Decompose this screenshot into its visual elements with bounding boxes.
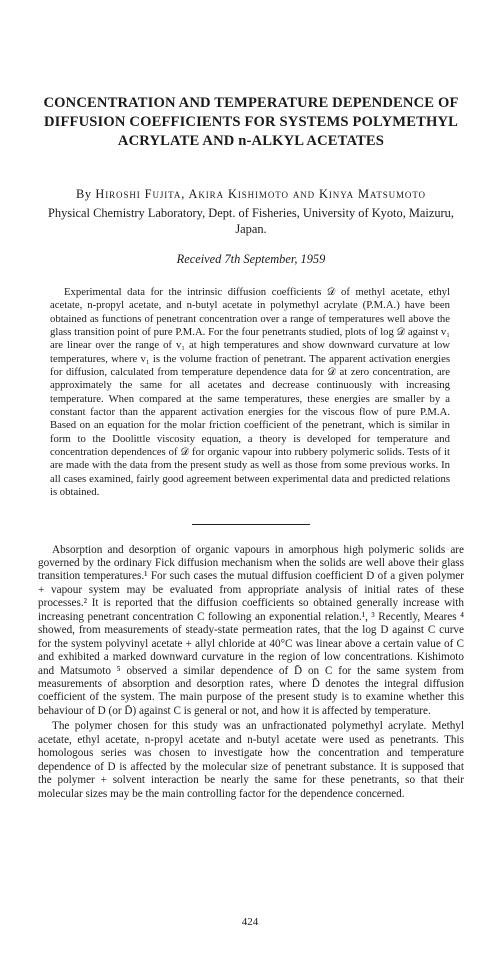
paper-title: CONCENTRATION AND TEMPERATURE DEPENDENCE OF DIFFUSION COEFFICIENTS FOR SYSTEMS POLYMETHYL ACRYLATE AND n-ALKYL ACETATES xyxy=(43,95,459,149)
author-line xyxy=(38,187,464,202)
section-divider xyxy=(192,524,310,525)
abstract: Experimental data for the intrinsic diffusion coefficients 𝒟 of methyl acetate, ethyl acetate, n-propyl acetate, and n-butyl acetate in polymethyl acrylate (P.M.A.) have been obtained as functions of penetrant concentration over a range of temperatures well above the glass transition point of pure P.M.A. For the four penetrants studied, plots of log 𝒟 against v₁ are linear over the range of v₁ at high temperatures and show downward curvature at low temperatures, where v₁ is the volume fraction of penetrant. The apparent activation energies for diffusion, calculated from temperature dependence data for 𝒟 at zero concentration, are approximately the same for all acetates and decrease continuously with increasing temperature. When compared at the same temperatures, these energies are smaller by a constant factor than the apparent activation energies for the viscous flow of pure P.M.A. Based on an equation for the molar friction coefficient of the penetrant, which is similar in form to the Doolittle viscosity equation, a theory is developed for temperature and concentration dependences of 𝒟 for organic vapour into rubbery polymeric solids. Tests of it are made with the data from the present study as well as those from some previous works. In all cases examined, fairly good agreement between experimental data and predicted relations is obtained. xyxy=(50,286,450,499)
body-paragraph: The polymer chosen for this study was an unfractionated polymethyl acrylate. Methyl acetate, ethyl acetate, n-propyl acetate and n-butyl acetate were used as penetrants. This homologous series was chosen to investigate how the concentration and temperature dependence of D is affected by the molecular size of penetrant substance. It is supposed that the polymer + solvent interaction be nearly the same for these penetrants, so that their molecular sizes may be the main controlling factor for the dependence concerned. xyxy=(38,720,464,800)
page-number: 424 xyxy=(241,916,259,928)
affiliation: Physical Chemistry Laboratory, Dept. of Fisheries, University of Kyoto, Maizuru, Japan. xyxy=(48,206,454,236)
received-date: Received 7th September, 1959 xyxy=(176,252,326,266)
paper-page xyxy=(0,94,500,958)
author-names: Hiroshi Fujita, Akira Kishimoto and Kinya Matsumoto xyxy=(95,187,426,201)
body-paragraph: Absorption and desorption of organic vapours in amorphous high polymeric solids are governed by the ordinary Fick diffusion mechanism when the solids are well above their glass transition temperatures.¹ For such cases the mutual diffusion coefficient D of a given polymer + vapour system may be evaluated from appropriate analysis of initial rates of these processes.² It is reported that the diffusion coefficients so obtained generally increase with increasing penetrant concentration C following an exponential relation.¹, ³ Recently, Meares ⁴ showed, from measurements of steady-state permeation rates, that the log D against C curve for the system polyvinyl acetate + allyl chloride at 40°C was linear above a certain value of C and exhibited a marked downward curvature in the region of low concentrations. Kishimoto and Matsumoto ⁵ observed a similar dependence of D̄ on C for the same system from measurements of absorption and desorption rates, where D̄ denotes the integral diffusion coefficient of the system. The main purpose of the present study is to examine whether this behaviour of D (or D̄) against C is general or not, and how it is affected by temperature. xyxy=(38,543,464,717)
author-prefix: By xyxy=(76,187,92,201)
body-text xyxy=(38,544,464,802)
